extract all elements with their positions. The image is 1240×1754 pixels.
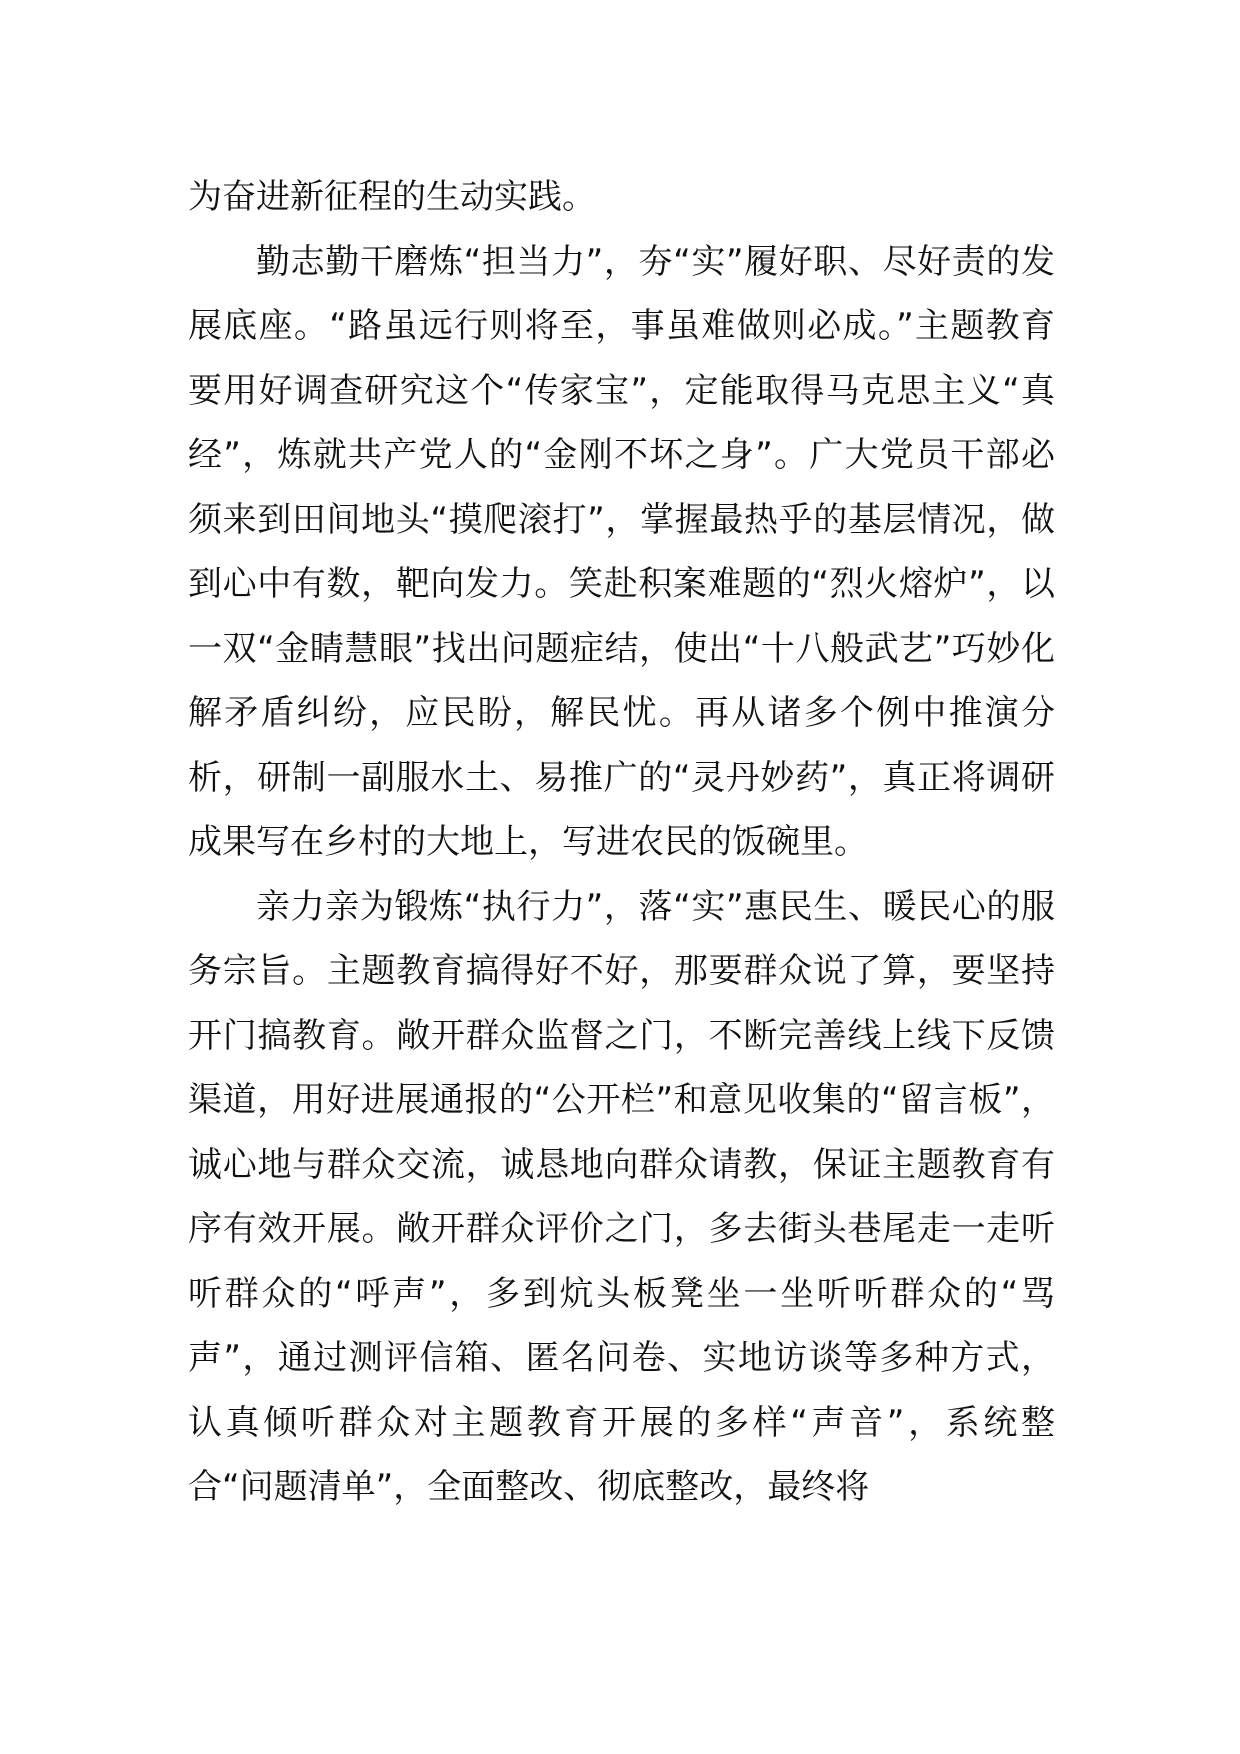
paragraph-execution: 亲力亲为锻炼“执行力”，落“实”惠民生、暖民心的服务宗旨。主题教育搞得好不好，那要群众说了算，要坚持开门搞教育。敞开群众监督之门，不断完善线上线下反馈渠道，用好进展通报的“公开栏”和意见收集的“留言板”，诚心地与群众交流，诚恳地向群众请教，保证主题教育有序有效开展。敞开群众评价之门，多去街头巷尾走一走听听群众的“呼声”，多到炕头板凳坐一坐听听群众的“骂声”，通过测评信箱、匿名问卷、实地访谈等多种方式，认真倾听群众对主题教育开展的多样“声音”，系统整合“问题清单”，全面整改、彻底整改，最终将 bbox=[188, 886, 1055, 1507]
body-text bbox=[188, 165, 1055, 1520]
paragraph-continuation: 为奋进新征程的生动实践。 bbox=[188, 177, 596, 217]
paragraph-responsibility: 勤志勤干磨炼“担当力”，夯“实”履好职、尽好责的发展底座。“路虽远行则将至，事虽难做则必成。”主题教育要用好调查研究这个“传家宝”，定能取得马克思主义“真经”，炼就共产党人的“金刚不坏之身”。广大党员干部必须来到田间地头“摸爬滚打”，掌握最热乎的基层情况，做到心中有数，靶向发力。笑赴积案难题的“烈火熔炉”，以一双“金睛慧眼”找出问题症结，使出“十八般武艺”巧妙化解矛盾纠纷，应民盼，解民忧。再从诸多个例中推演分析，研制一副服水土、易推广的“灵丹妙药”，真正将调研成果写在乡村的大地上，写进农民的饭碗里。 bbox=[188, 241, 1055, 862]
